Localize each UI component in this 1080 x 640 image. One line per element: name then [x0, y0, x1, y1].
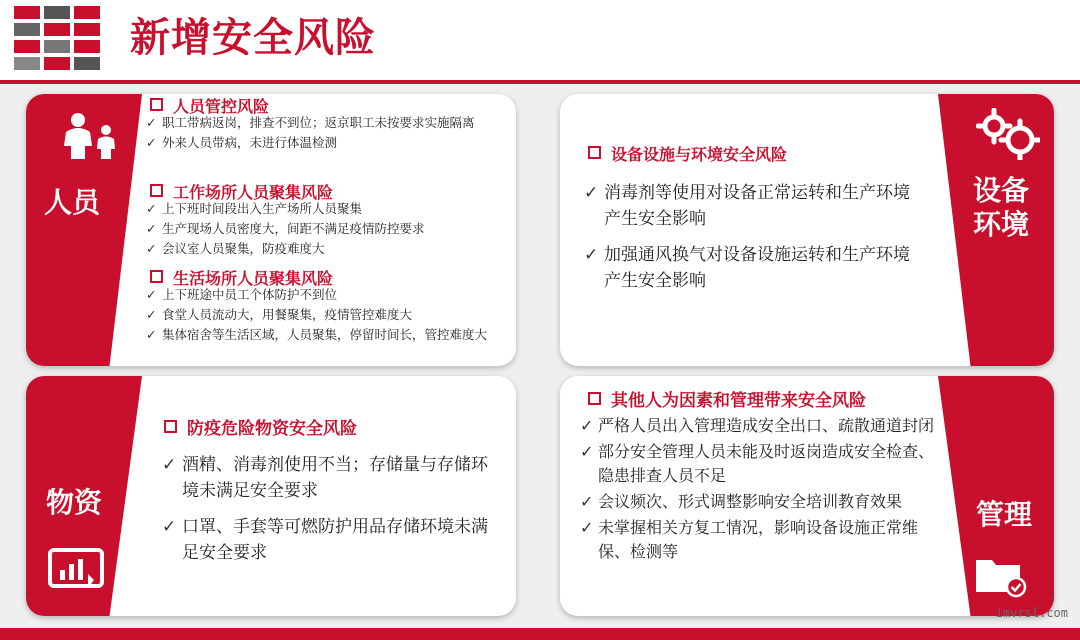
watermark: imvrsl.com: [995, 606, 1068, 620]
square-bullet-icon: [588, 146, 601, 159]
logo-grid-icon: [14, 6, 104, 70]
list-item: ✓ 上下班时间段出入生产场所人员聚集: [146, 200, 506, 218]
materials-panel: [26, 376, 516, 616]
list-item: ✓ 食堂人员流动大，用餐聚集，疫情管控难度大: [146, 306, 498, 324]
footer-bar: [0, 628, 1080, 640]
section-heading-text: 防疫危险物资安全风险: [187, 419, 357, 439]
title-divider: [0, 80, 1080, 84]
list-item: ✓ 严格人员出入管理造成安全出口、疏散通道封闭: [580, 414, 946, 438]
list-item: ✓ 会议频次、形式调整影响安全培训教育效果: [580, 490, 946, 514]
personnel-tab-label: 人员: [44, 186, 101, 219]
list-item: ✓ 口罩、手套等可燃防护用品存储环境未满足安全要求: [162, 514, 502, 566]
personnel-panel: [26, 94, 516, 366]
square-bullet-icon: [588, 392, 601, 405]
equipment-tab-label: [960, 174, 1042, 242]
list-item: ✓ 加强通风换气对设备设施运转和生产环境产生安全影响: [584, 242, 922, 294]
section-heading-text: 人员管控风险: [173, 97, 270, 116]
square-bullet-icon: [164, 420, 177, 433]
list-item: ✓ 未掌握相关方复工情况，影响设备设施正常维保、检测等: [580, 516, 946, 564]
section-heading-text: 工作场所人员聚集风险: [173, 183, 334, 202]
list-item: ✓ 集体宿舍等生活区域，人员聚集，停留时间长，管控难度大: [146, 326, 498, 344]
people-icon: [54, 112, 124, 160]
materials-tab-label: 物资: [46, 486, 103, 519]
section-heading-text: 生活场所人员聚集风险: [173, 269, 334, 288]
section-heading: [588, 386, 866, 411]
list-item: ✓ 上下班途中员工个体防护不到位: [146, 286, 498, 304]
square-bullet-icon: [150, 98, 163, 111]
folder-check-icon: [974, 552, 1028, 598]
item-list: [146, 286, 498, 346]
item-list: [146, 114, 492, 154]
list-item: ✓ 部分安全管理人员未能及时返岗造成安全检查、隐患排查人员不足: [580, 440, 946, 488]
item-list: [580, 414, 946, 566]
item-list: [162, 452, 502, 576]
square-bullet-icon: [150, 270, 163, 283]
management-panel: [560, 376, 1054, 616]
equipment-panel: [560, 94, 1054, 366]
equipment-tab-line2: 环境: [972, 208, 1029, 241]
item-list: [584, 180, 922, 304]
list-item: ✓ 酒精、消毒剂使用不当；存储量与存储环境未满足安全要求: [162, 452, 502, 504]
section-heading-text: 设备设施与环境安全风险: [611, 145, 788, 164]
list-item: ✓ 职工带病返岗，排查不到位；返京职工未按要求实施隔离: [146, 114, 492, 132]
management-tab-label: 管理: [975, 498, 1032, 531]
equipment-tab-line1: 设备: [972, 174, 1029, 207]
section-heading: [164, 414, 357, 439]
list-item: ✓ 会议室人员聚集，防疫难度大: [146, 240, 506, 258]
list-item: ✓ 生产现场人员密度大，间距不满足疫情防控要求: [146, 220, 506, 238]
item-list: [146, 200, 506, 260]
chart-document-icon: [48, 548, 104, 594]
section-heading-text: 其他人为因素和管理带来安全风险: [611, 391, 866, 411]
section-heading: [588, 142, 787, 165]
list-item: ✓ 外来人员带病，未进行体温检测: [146, 134, 492, 152]
list-item: ✓ 消毒剂等使用对设备正常运转和生产环境产生安全影响: [584, 180, 922, 232]
square-bullet-icon: [150, 184, 163, 197]
page-title: 新增安全风险: [130, 15, 376, 61]
gears-icon: [976, 108, 1040, 160]
